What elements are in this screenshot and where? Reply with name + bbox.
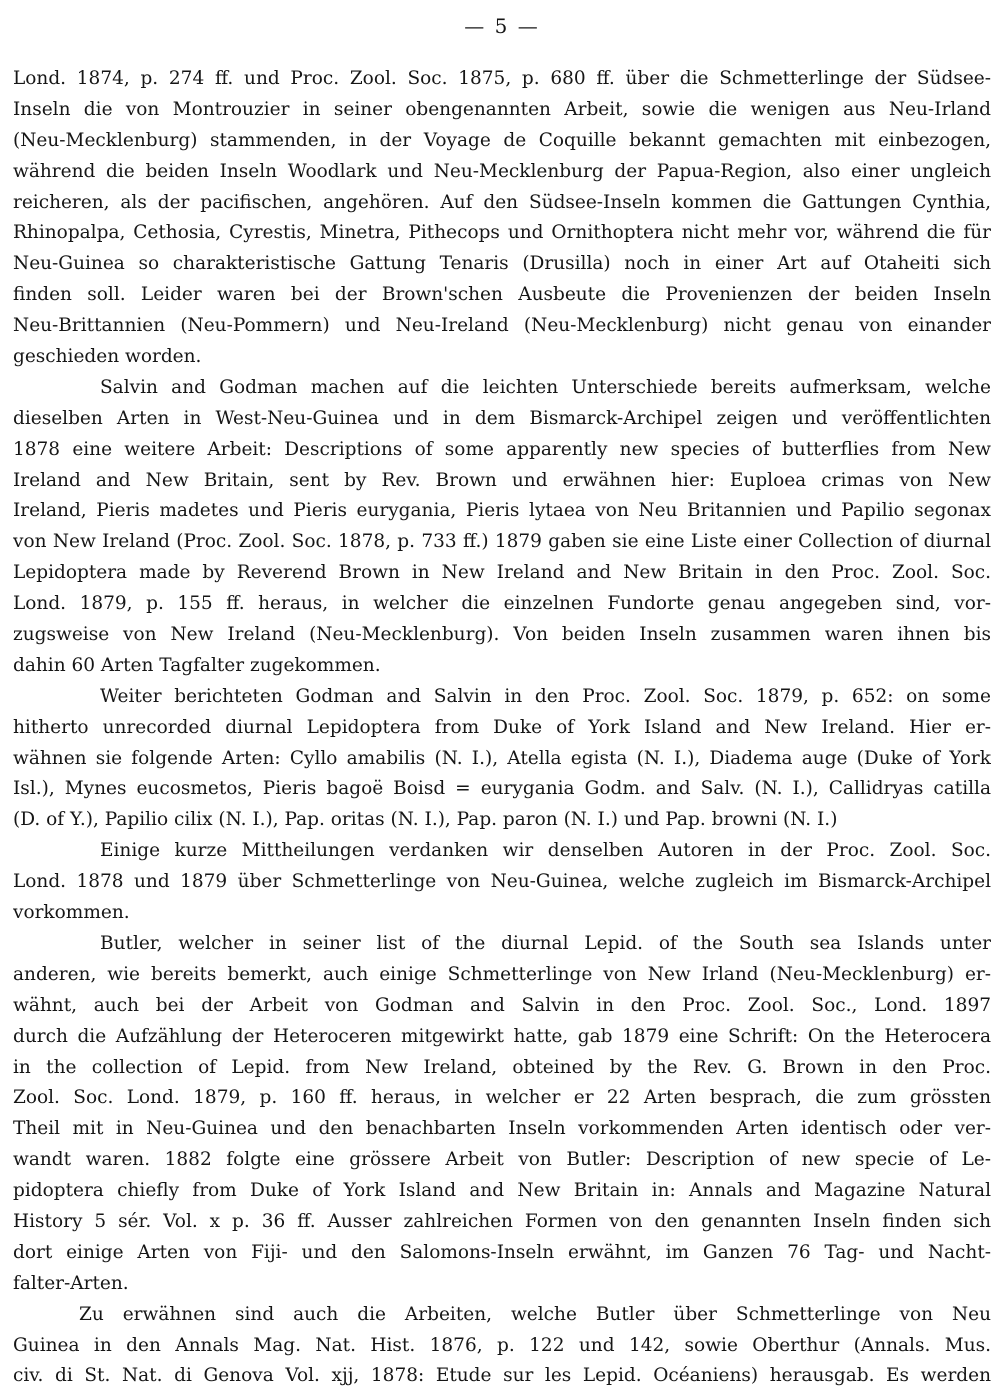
text-line: Isl.), Mynes eucosmetos, Pieris bagoë Boisd = eurygania Godm. and Salv. (N. I.), Callidryas catilla [13,778,991,800]
text-line: Theil mit in Neu-Guinea und den benachbarten Inseln vorkommenden Arten identisch oder ver- [13,1118,991,1140]
document-page [13,0,991,1387]
paragraph-first-line: Salvin and Godman machen auf die leichten Unterschiede bereits aufmerksam, welche [100,376,991,398]
paragraph-first-line: Zu erwähnen sind auch die Arbeiten, welche Butler über Schmetterlinge von Neu [79,1303,991,1325]
text-line: 1878 eine weitere Arbeit: Descriptions of some apparently new species of butterflies from New [13,438,991,460]
paragraph-first-line: Butler, welcher in seiner list of the diurnal Lepid. of the South sea Islands unter [100,932,991,954]
text-line: dieselben Arten in West-Neu-Guinea und in dem Bismarck-Archipel zeigen und veröffentlichten [13,407,991,429]
text-line: pidoptera chiefly from Duke of York Island and New Britain in: Annals and Magazine Natural [13,1180,991,1202]
text-line: hitherto unrecorded diurnal Lepidoptera from Duke of York Island and New Ireland. Hier er- [13,716,991,738]
paragraph-first-line: Weiter berichteten Godman and Salvin in den Proc. Zool. Soc. 1879, p. 652: on some [100,685,991,707]
text-line: civ. di St. Nat. di Genova Vol. xjj, 1878: Etude sur les Lepid. Océaniens) herausgab. Es werden [13,1365,991,1387]
page-number: — 5 — [464,14,540,38]
text-line: vorkommen. [13,902,130,924]
text-line: Inseln die von Montrouzier in seiner obengenannten Arbeit, sowie die wenigen aus Neu-Irland [13,98,991,120]
text-line: dahin 60 Arten Tagfalter zugekommen. [13,654,381,676]
text-line: (D. of Y.), Papilio cilix (N. I.), Pap. oritas (N. I.), Pap. paron (N. I.) und Pap. browni (N. I.) [13,809,838,831]
text-line: anderen, wie bereits bemerkt, auch einige Schmetterlinge von New Irland (Neu-Mecklenburg) er- [13,963,991,985]
text-line: finden soll. Leider waren bei der Brown'schen Ausbeute die Provenienzen der beiden Inseln [13,284,991,306]
text-line: History 5 sér. Vol. x p. 36 ff. Ausser zahlreichen Formen von den genannten Inseln finden sich [13,1210,991,1232]
paragraph-first-line: Einige kurze Mittheilungen verdanken wir denselben Autoren in der Proc. Zool. Soc. [100,840,991,862]
text-line: Ireland, Pieris madetes und Pieris eurygania, Pieris lytaea von Neu Britannien und Papilio segonax [13,500,991,522]
text-line: dort einige Arten von Fiji- und den Salomons-Inseln erwähnt, im Ganzen 76 Tag- und Nacht- [13,1241,991,1263]
text-line: Lepidoptera made by Reverend Brown in New Ireland and New Britain in den Proc. Zool. Soc. [13,562,991,584]
text-line: Zool. Soc. Lond. 1879, p. 160 ff. heraus, in welcher er 22 Arten besprach, die zum grössten [13,1087,991,1109]
text-line: während die beiden Inseln Woodlark und Neu-Mecklenburg der Papua-Region, also einer ungleich [13,160,991,182]
text-line: falter-Arten. [13,1272,129,1294]
text-line: geschieden worden. [13,346,202,368]
text-line: Lond. 1874, p. 274 ff. und Proc. Zool. Soc. 1875, p. 680 ff. über die Schmetterlinge der Südsee- [13,68,991,89]
text-line: Lond. 1879, p. 155 ff. heraus, in welcher die einzelnen Fundorte genau angegeben sind, vor- [13,593,991,615]
text-line: in the collection of Lepid. from New Ireland, obteined by the Rev. G. Brown in den Proc. [13,1056,991,1078]
text-line: Guinea in den Annals Mag. Nat. Hist. 1876, p. 122 und 142, sowie Oberthur (Annals. Mus. [13,1334,991,1356]
text-line: reicheren, als der pacifischen, angehören. Auf den Südsee-Inseln kommen die Gattungen Cynthia, [13,191,991,213]
text-line: wandt waren. 1882 folgte eine grössere Arbeit von Butler: Description of new specie of Le- [13,1149,991,1171]
text-line: wähnen sie folgende Arten: Cyllo amabilis (N. I.), Atella egista (N. I.), Diadema auge (Duke of York [13,747,991,769]
text-line: Rhinopalpa, Cethosia, Cyrestis, Minetra, Pithecops und Ornithoptera nicht mehr vor, während die für [13,222,991,244]
text-line: von New Ireland (Proc. Zool. Soc. 1878, p. 733 ff.) 1879 gaben sie eine Liste einer Collection of diurnal [13,531,991,553]
text-line: Ireland and New Britain, sent by Rev. Brown und erwähnen hier: Euploea crimas von New [13,469,991,491]
text-line: wähnt, auch bei der Arbeit von Godman and Salvin in den Proc. Zool. Soc., Lond. 1897 [13,994,991,1016]
text-line: Lond. 1878 und 1879 über Schmetterlinge von Neu-Guinea, welche zugleich im Bismarck-Archipel [13,871,991,893]
text-line: zugsweise von New Ireland (Neu-Mecklenburg). Von beiden Inseln zusammen waren ihnen bis [13,624,991,646]
text-line: durch die Aufzählung der Heteroceren mitgewirkt hatte, gab 1879 eine Schrift: On the Heterocera [13,1025,991,1047]
body-text [13,64,991,1392]
text-line: Neu-Brittannien (Neu-Pommern) und Neu-Ireland (Neu-Mecklenburg) nicht genau von einander [13,315,991,337]
text-line: Neu-Guinea so charakteristische Gattung Tenaris (Drusilla) noch in einer Art auf Otaheiti sich [13,253,991,275]
text-line: (Neu-Mecklenburg) stammenden, in der Voyage de Coquille bekannt gemachten mit einbezogen, [13,129,991,151]
